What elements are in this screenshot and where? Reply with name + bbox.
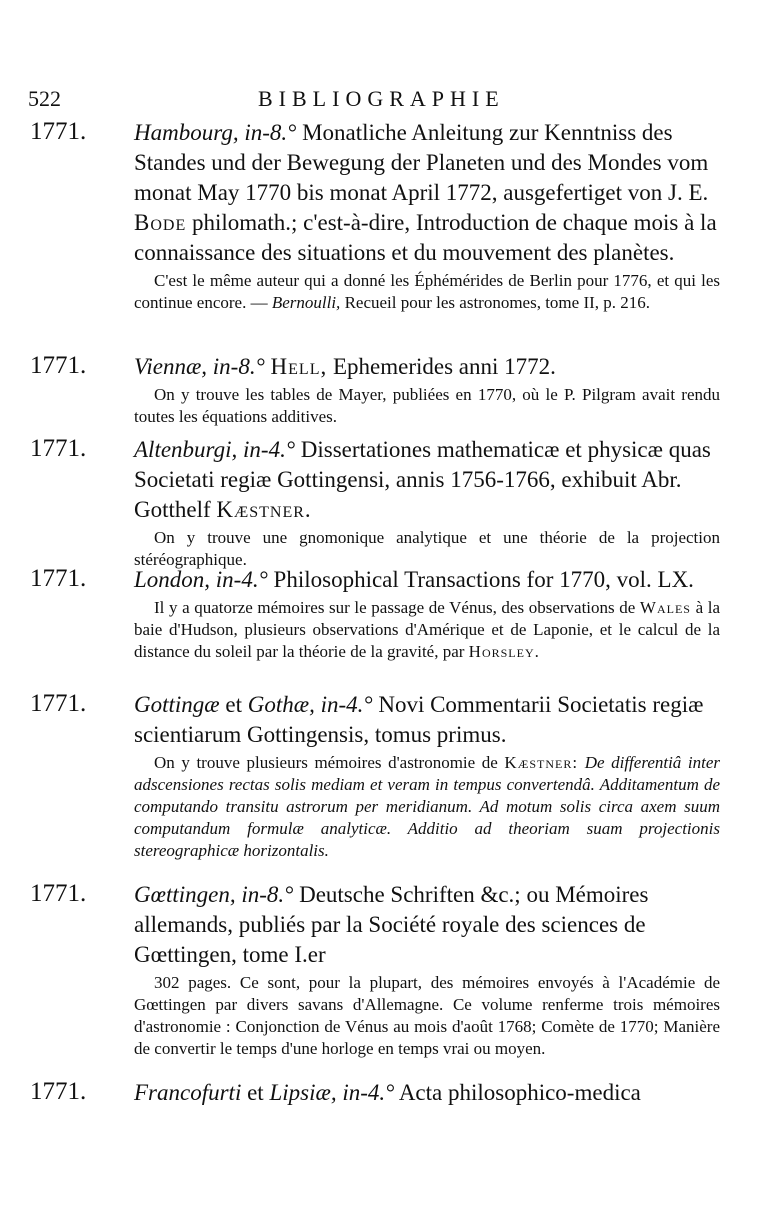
entry-year: 1771. <box>30 118 87 145</box>
note-italic: Bernoulli, <box>271 293 341 312</box>
page-number: 522 <box>28 86 61 111</box>
note-text: On y trouve les tables de Mayer, publiées en 1770, où le P. Pilgram avait rendu toutes les équations additives. <box>134 385 720 426</box>
entry-title: Monatliche Anleitung zur Kenntniss des Standes und der Bewegung der Planeten und des Mondes vom monat May 1770 bis monat April 1772, ausgefertiget von J. E. <box>134 120 709 205</box>
entry-place: Hambourg, in-8.° <box>134 120 297 145</box>
entry-place: Gœttingen, in-8.° <box>134 882 294 907</box>
entry-place-2: Lipsiæ, in-4.° <box>269 1080 395 1105</box>
note-italic-titles: De differentiâ inter adscensiones rectas solis mediam et veram in tempus convertendâ. Additamentum de computando transitu astrorum per meridianum. Ad motum solis circa axem suum computandum formulæ analyticæ. Additio ad theoriam suam projectionis stereographicæ horizontalis. <box>134 753 721 860</box>
bibliography-entry <box>30 690 720 862</box>
entry-note <box>134 972 720 1060</box>
note-text: 302 pages. Ce sont, pour la plupart, des mémoires envoyés à l'Académie de Gœttingen par divers savans d'Allemagne. Ce volume renferme trois mémoires d'astronomie : Conjonction de Vénus au mois d'août 1768; Comète de 1770; Manière de convertir le temps d'une horloge en temps vrai ou moyen. <box>134 973 720 1058</box>
note-text: On y trouve plusieurs mémoires d'astronomie de <box>154 753 498 772</box>
entry-main <box>134 1078 720 1108</box>
entry-author: Hell, <box>270 354 328 379</box>
entry-place-2: Gothæ, in-4.° <box>247 692 373 717</box>
entry-title: Deutsche Schriften &c.; ou Mémoires allemands, publiés par la Société royale des sciences de Gœttingen, tome I.er <box>134 882 649 967</box>
entry-title: Philosophical Transactions for 1770, vol. LX. <box>273 567 694 592</box>
entry-main <box>134 565 720 595</box>
note-text-continued: Recueil pour les astronomes, tome II, p. 216. <box>344 293 651 312</box>
entry-place: Altenburgi, in-4.° <box>134 437 296 462</box>
bibliography-entry <box>30 565 720 663</box>
entry-note <box>134 752 720 862</box>
entry-year: 1771. <box>30 435 87 462</box>
entry-title: Ephemerides anni 1772. <box>332 354 556 379</box>
note-text: C'est le même auteur qui a donné les Éphémérides de Berlin pour 1776, et qui les continue encore. — <box>134 271 720 312</box>
note-text: Il y a quatorze mémoires sur le passage de Vénus, des observations de <box>154 598 636 617</box>
entry-place: Gottingæ <box>134 692 220 717</box>
entry-place-join: et <box>247 1080 264 1105</box>
note-author-2: Horsley. <box>468 642 540 661</box>
entry-place: Francofurti <box>134 1080 242 1105</box>
entry-place: London, in-4.° <box>134 567 268 592</box>
page-header <box>28 86 728 116</box>
entry-year: 1771. <box>30 690 87 717</box>
entry-main <box>134 435 720 525</box>
bibliography-entry <box>30 352 720 428</box>
note-text: On y trouve une gnomonique analytique et une théorie de la projection stéréographique. <box>134 528 720 569</box>
bibliography-entry <box>30 435 720 571</box>
entry-main <box>134 118 720 268</box>
entry-year: 1771. <box>30 1078 87 1105</box>
entry-title: Novi Commentarii Societatis regiæ scientiarum Gottingensis, tomus primus. <box>134 692 704 747</box>
entry-main <box>134 352 720 382</box>
note-text-continued: à la baie d'Hudson, plusieurs observations d'Amérique et de Laponie, et le calcul de la distance du soleil par la théorie de la gravité, par <box>134 598 721 661</box>
entry-author: Kæstner. <box>216 497 312 522</box>
note-author: Wales <box>639 598 691 617</box>
note-author: Kæstner: <box>504 753 579 772</box>
bibliography-entry <box>30 1078 720 1108</box>
entry-year: 1771. <box>30 352 87 379</box>
entry-main <box>134 690 720 750</box>
entry-note <box>134 384 720 428</box>
entry-year: 1771. <box>30 565 87 592</box>
entry-place-join: et <box>225 692 242 717</box>
entry-title: Acta philosophico-medica <box>398 1080 641 1105</box>
entry-note <box>134 270 720 314</box>
entry-title: Dissertationes mathematicæ et physicæ quas Societati regiæ Gottingensi, annis 1756-1766, exhibuit Abr. Gotthelf <box>134 437 711 522</box>
entry-title-continued: philomath.; c'est-à-dire, Introduction de chaque mois à la connaissance des situations et du mouvement des planètes. <box>134 210 717 265</box>
entry-year: 1771. <box>30 880 87 907</box>
entry-place: Viennæ, in-8.° <box>134 354 265 379</box>
entry-note <box>134 597 720 663</box>
entry-main <box>134 880 720 970</box>
bibliography-entry <box>30 880 720 1060</box>
bibliography-entry <box>30 118 720 314</box>
running-head: BIBLIOGRAPHIE <box>258 86 505 111</box>
entry-author: Bode <box>134 210 187 235</box>
